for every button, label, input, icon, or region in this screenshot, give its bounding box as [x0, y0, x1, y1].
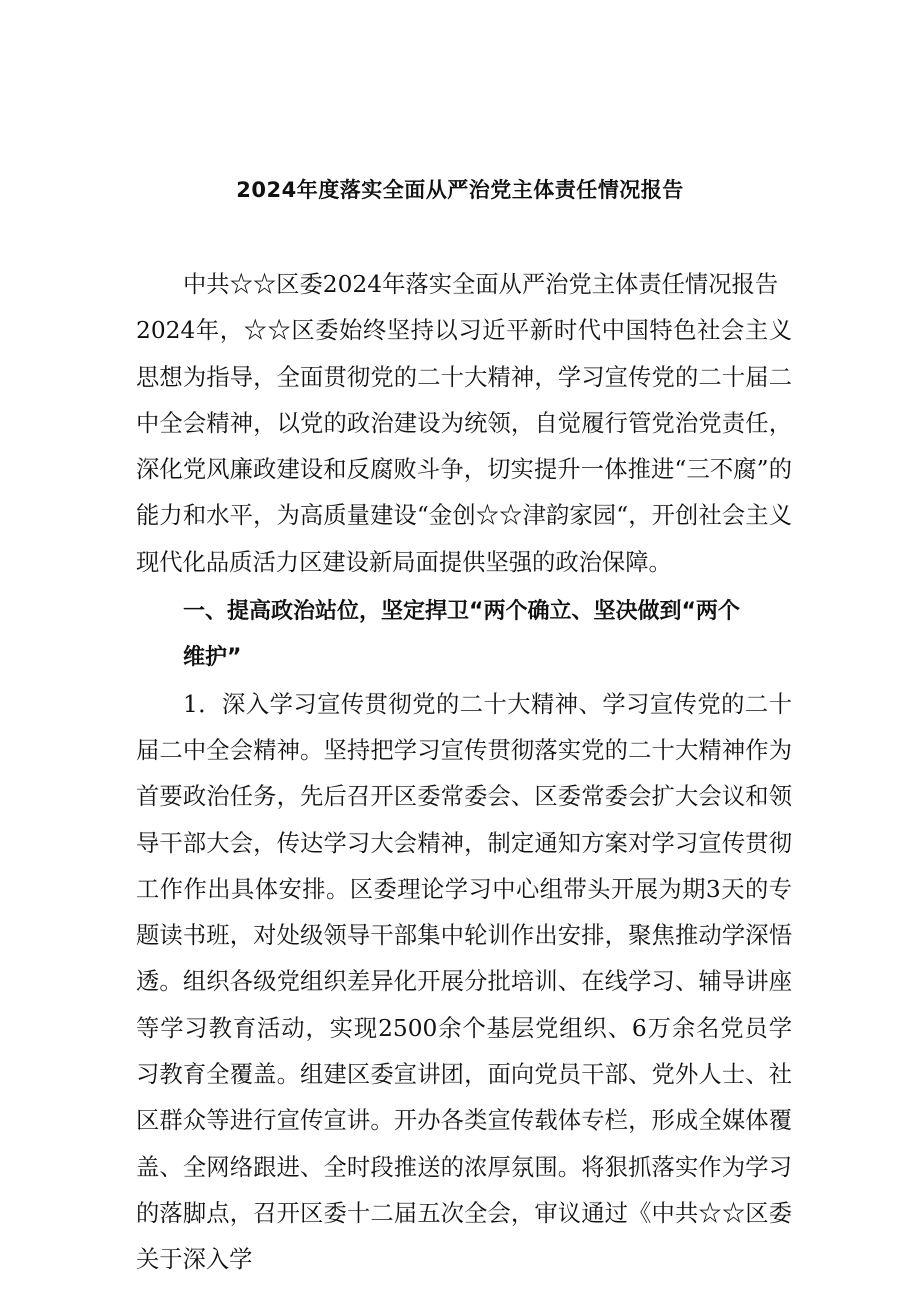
intro-paragraph: 2024年，☆☆区委始终坚持以习近平新时代中国特色社会主义思想为指导，全面贯彻党的二十大精神，学习宣传党的二十届二中全会精神，以党的政治建设为统领，自觉履行管党治党责任，深化党风廉政建设和反腐败斗争，切实提升一体推进“三不腐”的能力和水平，为高质量建设“金创☆☆津韵家园“，开创社会主义现代化品质活力区建设新局面提供坚强的政治保障。: [136, 317, 792, 576]
document-body: [136, 262, 792, 1284]
section-heading-line1: 一、提高政治站位，坚定捍卫“两个确立、坚决做到“两个: [183, 599, 740, 625]
section-heading-line2: 维护”: [183, 645, 242, 671]
item-1-paragraph: 1．深入学习宣传贯彻党的二十大精神、学习宣传党的二十届二中全会精神。坚持把学习宣传贯彻落实党的二十大精神作为首要政治任务，先后召开区委常委会、区委常委会扩大会议和领导干部大会，传达学习大会精神，制定通知方案对学习宣传贯彻工作作出具体安排。区委理论学习中心组带头开展为期3天的专题读书班，对处级领导干部集中轮训作出安排，聚焦推动学深悟透。组织各级党组织差异化开展分批培训、在线学习、辅导讲座等学习教育活动，实现2500余个基层党组织、6万余名党员学习教育全覆盖。组建区委宣讲团，面向党员干部、党外人士、社区群众等进行宣传宣讲。开办各类宣传载体专栏，形成全媒体覆盖、全网络跟进、全时段推送的浓厚氛围。将狠抓落实作为学习的落脚点，召开区委十二届五次全会，审议通过《中共☆☆区委关于深入学: [136, 690, 792, 1274]
report-subtitle-paragraph: 中共☆☆区委2024年落实全面从严治党主体责任情况报告: [183, 271, 779, 298]
section-heading: [136, 589, 792, 682]
document-title: 2024年度落实全面从严治党主体责任情况报告: [236, 178, 684, 202]
